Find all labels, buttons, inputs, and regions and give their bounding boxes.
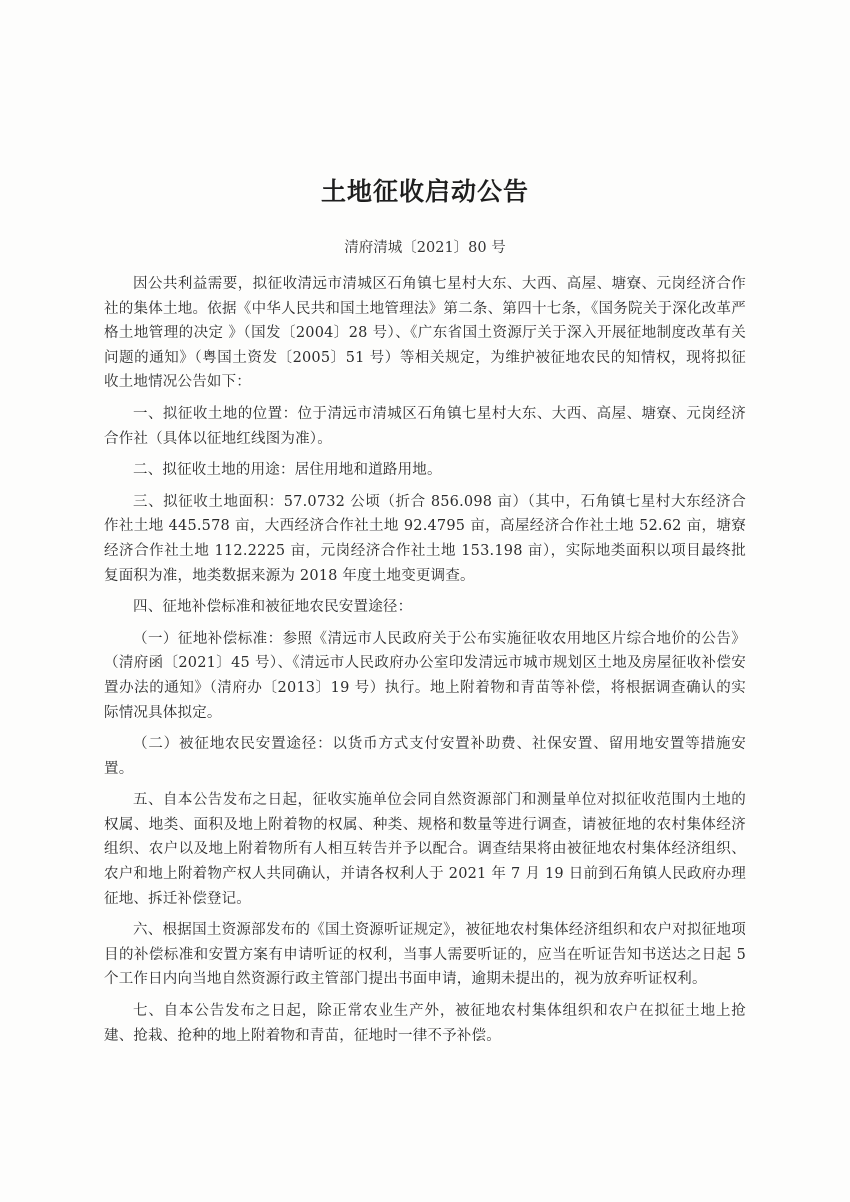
paragraph-resettlement: （二）被征地农民安置途径：以货币方式支付安置补助费、社保安置、留用地安置等措施安置。 [104,736,746,777]
document-title: 土地征收启动公告 [320,177,529,206]
paragraph-hearing: 六、根据国土资源部发布的《国土资源听证规定》，被征地农村集体经济组织和农户对拟征地项目的补偿标准和安置方案有申请听证的权利，当事人需要听证的，应当在听证告知书送达之日起 5 个工作日内向当地自然资源行政主管部门提出书面申请，逾期未提出的，视为放弃听证权利。 [104,922,746,988]
paragraph-location: 一、拟征收土地的位置：位于清远市清城区石角镇七星村大东、大西、高屋、塘寮、元岗经济合作社（具体以征地红线图为准）。 [104,405,746,447]
paragraph-purpose: 二、拟征收土地的用途：居住用地和道路用地。 [133,462,442,479]
paragraph-no-compensation: 七、自本公告发布之日起，除正常农业生产外，被征地农村集体组织和农户在拟征土地上抢建、抢栽、抢种的地上附着物和青苗，征地时一律不予补偿。 [104,1003,746,1044]
paragraph-area: 三、拟征收土地面积：57.0732 公顷（折合 856.098 亩）（其中，石角镇七星村大东经济合作社土地 445.578 亩，大西经济合作社土地 92.4795 亩，高屋经济合作社土地 52.62 亩，塘寮经济合作社土地 112.2225 亩，元岗经济合作社土地 153.198 亩），实际地类面积以项目最终批复面积为准，地类数据来源为 2018 年度土地变更调查。 [104,493,746,584]
document-number: 清府清城〔2021〕80 号 [344,240,506,256]
paragraph-intro: 因公共利益需要，拟征收清远市清城区石角镇七星村大东、大西、高屋、塘寮、元岗经济合作社的集体土地。依据《中华人民共和国土地管理法》第二条、第四十七条，《国务院关于深化改革严格土地管理的决定 》（国发〔2004〕28 号）、《广东省国土资源厅关于深入开展征地制度改革有关问题的通知》（粤国土资发〔2005〕51 号）等相关规定，为维护被征地农民的知情权，现将拟征收土地情况公告如下： [104,276,746,391]
paragraph-survey: 五、自本公告发布之日起，征收实施单位会同自然资源部门和测量单位对拟征收范围内土地的权属、地类、面积及地上附着物的权属、种类、规格和数量等进行调查，请被征地的农村集体经济组织、农户以及地上附着物所有人相互转告并予以配合。调查结果将由被征地农村集体经济组织、农户和地上附着物产权人共同确认，并请各权利人于 2021 年 7 月 19 日前到石角镇人民政府办理征地、拆迁补偿登记。 [104,792,746,907]
paragraph-compensation-standard: （一）征地补偿标准：参照《清远市人民政府关于公布实施征收农用地区片综合地价的公告》（清府函〔2021〕45 号）、《清远市人民政府办公室印发清远市城市规划区土地及房屋征收补偿安置办法的通知》（清府办〔2013〕19 号）执行。地上附着物和青苗等补偿，将根据调查确认的实际情况具体拟定。 [104,630,746,721]
document-body [104,272,746,1055]
paragraph-compensation-heading: 四、征地补偿标准和被征地农民安置途径： [133,599,413,616]
